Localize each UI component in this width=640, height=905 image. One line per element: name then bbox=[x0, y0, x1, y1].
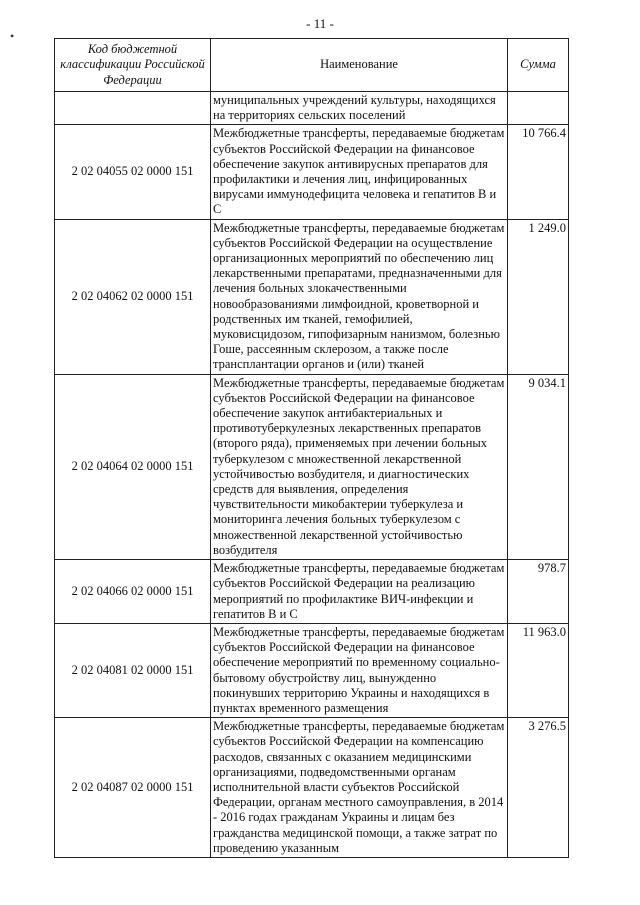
table-row bbox=[55, 623, 569, 717]
margin-mark: • bbox=[10, 29, 15, 43]
row-sum: 3 276.5 bbox=[508, 718, 569, 858]
table-row bbox=[55, 718, 569, 858]
row-code: 2 02 04055 02 0000 151 bbox=[55, 125, 211, 219]
row-code: 2 02 04064 02 0000 151 bbox=[55, 374, 211, 559]
row-sum: 9 034.1 bbox=[508, 374, 569, 559]
table-row bbox=[55, 125, 569, 219]
row-code bbox=[55, 92, 211, 125]
row-code: 2 02 04081 02 0000 151 bbox=[55, 623, 211, 717]
row-description: Межбюджетные трансферты, передаваемые бюджетам субъектов Российской Федерации на финансовое обеспечение мероприятий по временному социально-бытовому обустройству лиц, вынужденно покинувших территорию Украины и находящихся в пунктах временного размещения bbox=[211, 623, 508, 717]
table-row bbox=[55, 219, 569, 374]
row-sum: 10 766.4 bbox=[508, 125, 569, 219]
row-description: муниципальных учреждений культуры, находящихся на территориях сельских поселений bbox=[211, 92, 508, 125]
table-header-row bbox=[55, 39, 569, 92]
row-code: 2 02 04066 02 0000 151 bbox=[55, 560, 211, 624]
row-sum: 978.7 bbox=[508, 560, 569, 624]
page-number: - 11 - bbox=[306, 16, 334, 31]
table-row bbox=[55, 374, 569, 559]
row-description: Межбюджетные трансферты, передаваемые бюджетам субъектов Российской Федерации на реализацию мероприятий по профилактике ВИЧ-инфекции и гепатитов В и С bbox=[211, 560, 508, 624]
row-code: 2 02 04062 02 0000 151 bbox=[55, 219, 211, 374]
row-sum bbox=[508, 92, 569, 125]
table-row bbox=[55, 560, 569, 624]
row-description: Межбюджетные трансферты, передаваемые бюджетам субъектов Российской Федерации на осуществление организационных мероприятий по обеспечению лиц лекарственными препаратами, предназначенными для лечения больных злокачественными новообразованиями лимфоидной, кроветворной и родственных им тканей, гемофилией, муковисцидозом, гипофизарным нанизмом, болезнью Гоше, рассеянным склерозом, а также после трансплантации органов и (или) тканей bbox=[211, 219, 508, 374]
table-row bbox=[55, 92, 569, 125]
row-sum: 11 963.0 bbox=[508, 623, 569, 717]
header-sum: Сумма bbox=[508, 39, 569, 92]
row-code: 2 02 04087 02 0000 151 bbox=[55, 718, 211, 858]
budget-table bbox=[54, 38, 569, 858]
row-description: Межбюджетные трансферты, передаваемые бюджетам субъектов Российской Федерации на финансовое обеспечение закупок антивирусных препаратов для профилактики и лечения лиц, инфицированных вирусами иммунодефицита человека и гепатитов В и С bbox=[211, 125, 508, 219]
row-description: Межбюджетные трансферты, передаваемые бюджетам субъектов Российской Федерации на компенсацию расходов, связанных с оказанием медицинскими организациями, подведомственными органам исполнительной власти субъектов Российской Федерации, органам местного самоуправления, в 2014 - 2016 годах гражданам Украины и лицам без гражданства медицинской помощи, а также затрат по проведению указанным bbox=[211, 718, 508, 858]
header-code: Код бюджетной классификации Российской Федерации bbox=[55, 39, 211, 92]
row-sum: 1 249.0 bbox=[508, 219, 569, 374]
header-name: Наименование bbox=[211, 39, 508, 92]
row-description: Межбюджетные трансферты, передаваемые бюджетам субъектов Российской Федерации на финансовое обеспечение закупок антибактериальных и противотуберкулезных лекарственных препаратов (второго ряда), применяемых при лечении больных туберкулезом с множественной лекарственной устойчивостью возбудителя, и диагностических средств для выявления, определения чувствительности микобактерии туберкулеза и мониторинга лечения больных туберкулезом с множественной лекарственной устойчивостью возбудителя bbox=[211, 374, 508, 559]
